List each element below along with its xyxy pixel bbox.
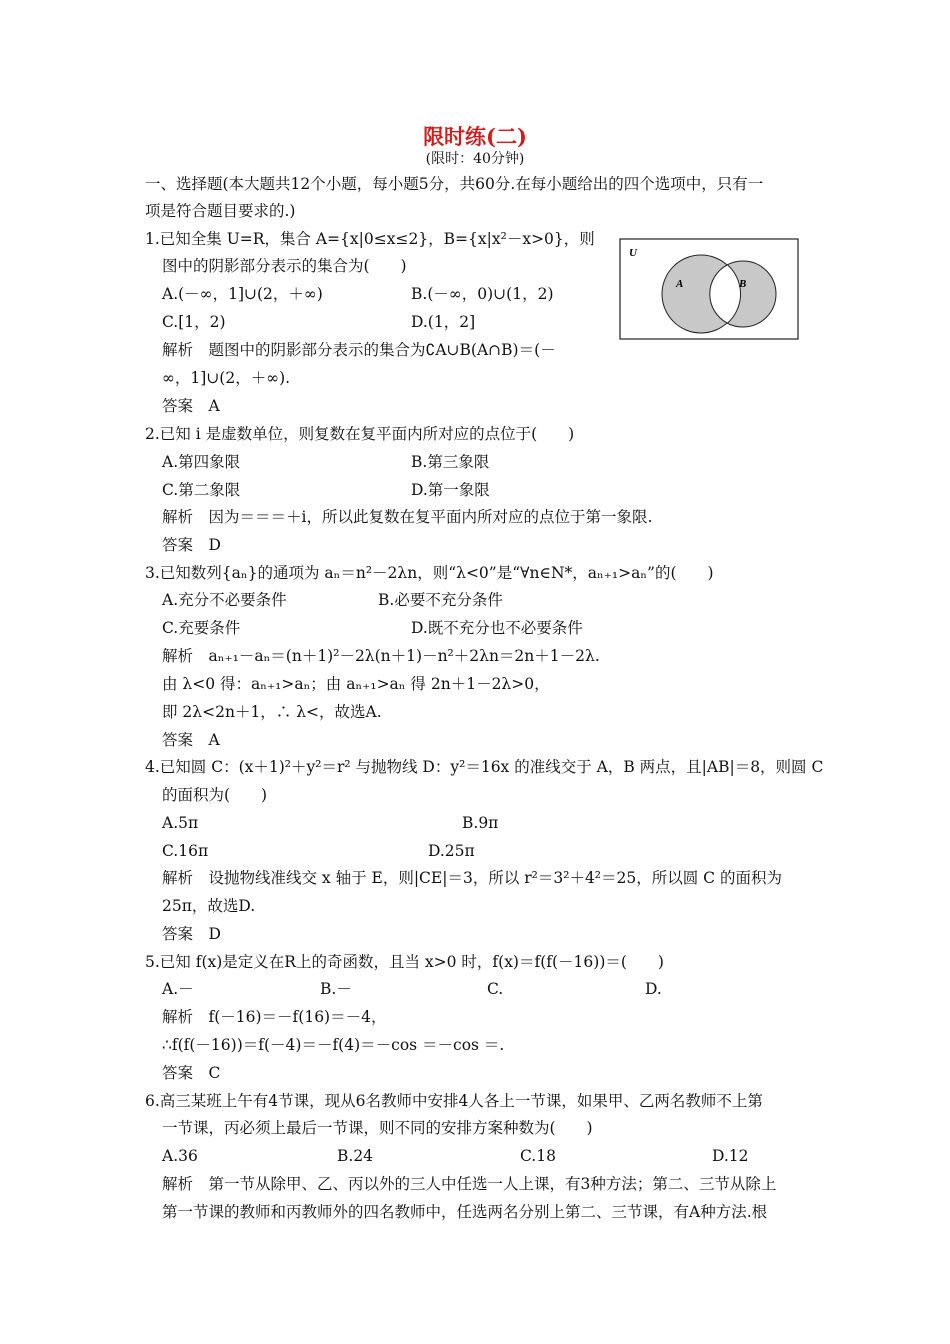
q1-option-b: B.(－∞，0)∪(1，2) [411,285,554,303]
q4-analysis-line1: 解析 设抛物线准线交 x 轴于 E，则|CE|＝3，所以 r²＝3²＋4²＝25，所以圆 C 的面积为 [162,869,782,887]
q5-option-d: D. [645,980,662,998]
q2-option-c: C.第二象限 [162,481,241,499]
q2-option-b: B.第三象限 [411,453,490,471]
q4-option-c: C.16π [162,842,209,860]
venn-diagram [619,238,799,340]
universal-set-label: U [629,247,637,259]
q4-stem-line1: 4.已知圆 C：(x＋1)²＋y²＝r² 与抛物线 D：y²＝16x 的准线交于 A，B 两点，且|AB|＝8，则圆 C [145,758,824,776]
q1-analysis-line1: 解析 题图中的阴影部分表示的集合为∁A∪B(A∩B)＝(－ [162,341,556,359]
q1-option-c: C.[1，2) [162,313,226,331]
q5-analysis-line1: 解析 f(－16)＝－f(16)＝－4， [162,1008,387,1026]
q1-stem-line2: 图中的阴影部分表示的集合为( ) [162,257,407,275]
q2-option-d: D.第一象限 [411,481,490,499]
q5-stem: 5.已知 f(x)是定义在R上的奇函数，且当 x>0 时，f(x)＝f(f(－16))＝( ) [145,953,664,971]
q3-option-b: B.必要不充分条件 [378,591,503,609]
q1-option-a: A.(－∞，1]∪(2，＋∞) [162,285,323,303]
q5-option-a: A.－ [162,980,194,998]
q4-option-b: B.9π [462,814,499,832]
q5-answer: 答案 C [162,1064,221,1082]
q1-analysis-line2: ∞，1]∪(2，＋∞). [162,369,291,387]
q6-stem-line1: 6.高三某班上午有4节课，现从6名教师中安排4人各上一节课，如果甲、乙两名教师不上第 [145,1092,763,1110]
q2-stem: 2.已知 i 是虚数单位，则复数在复平面内所对应的点位于( ) [145,425,575,443]
q1-option-d: D.(1，2] [411,313,476,331]
q3-option-c: C.充要条件 [162,619,241,637]
q6-option-d: D.12 [712,1147,749,1165]
q6-option-a: A.36 [162,1147,198,1165]
q3-analysis-line3: 即 2λ<2n＋1，∴ λ<，故选A. [162,703,382,721]
q6-analysis-line2: 第一节课的教师和丙教师外的四名教师中，任选两名分别上第二、三节课，有A种方法.根 [162,1203,768,1221]
q2-answer: 答案 D [162,536,221,554]
q3-option-d: D.既不充分也不必要条件 [411,619,583,637]
q3-option-a: A.充分不必要条件 [162,591,287,609]
q6-analysis-line1: 解析 第一节从除甲、乙、丙以外的三人中任选一人上课，有3种方法；第二、三节从除上 [162,1175,777,1193]
page-title: 限时练(二) [423,124,527,149]
q5-option-c: C. [487,980,504,998]
set-b-label: B [739,278,747,290]
q2-analysis: 解析 因为＝＝＝＋i，所以此复数在复平面内所对应的点位于第一象限. [162,508,653,526]
q4-stem-line2: 的面积为( ) [162,786,268,804]
q4-option-d: D.25π [428,842,475,860]
q3-analysis-line1: 解析 aₙ₊₁－aₙ＝(n＋1)²－2λ(n＋1)－n²＋2λn＝2n＋1－2λ. [162,647,600,665]
section-heading-line1: 一、选择题(本大题共12个小题，每小题5分，共60分.在每小题给出的四个选项中，只有一 [145,175,764,193]
q5-option-b: B.－ [320,980,352,998]
q1-stem-line1: 1.已知全集 U=R，集合 A={x|0≤x≤2}，B={x|x²－x>0}，则 [145,230,595,248]
q1-answer: 答案 A [162,397,220,415]
q4-answer: 答案 D [162,925,221,943]
q3-stem: 3.已知数列{aₙ}的通项为 aₙ＝n²－2λn，则“λ<0”是“∀n∈N*，aₙ₊₁>aₙ”的( ) [145,564,714,582]
q4-option-a: A.5π [162,814,199,832]
q3-analysis-line2: 由 λ<0 得：aₙ₊₁>aₙ；由 aₙ₊₁>aₙ 得 2n＋1－2λ>0， [162,675,550,693]
q4-analysis-line2: 25π，故选D. [162,897,256,915]
q2-option-a: A.第四象限 [162,453,241,471]
q3-answer: 答案 A [162,731,220,749]
set-a-label: A [676,278,684,290]
time-limit-subtitle: (限时：40分钟) [425,151,525,167]
q6-option-c: C.18 [520,1147,556,1165]
q5-analysis-line2: ∴f(f(－16))＝f(－4)＝－f(4)＝－cos ＝－cos ＝. [162,1036,505,1054]
section-heading-line2: 项是符合题目要求的.) [145,202,296,220]
q6-stem-line2: 一节课，丙必须上最后一节课，则不同的安排方案种数为( ) [162,1119,593,1137]
q6-option-b: B.24 [337,1147,374,1165]
